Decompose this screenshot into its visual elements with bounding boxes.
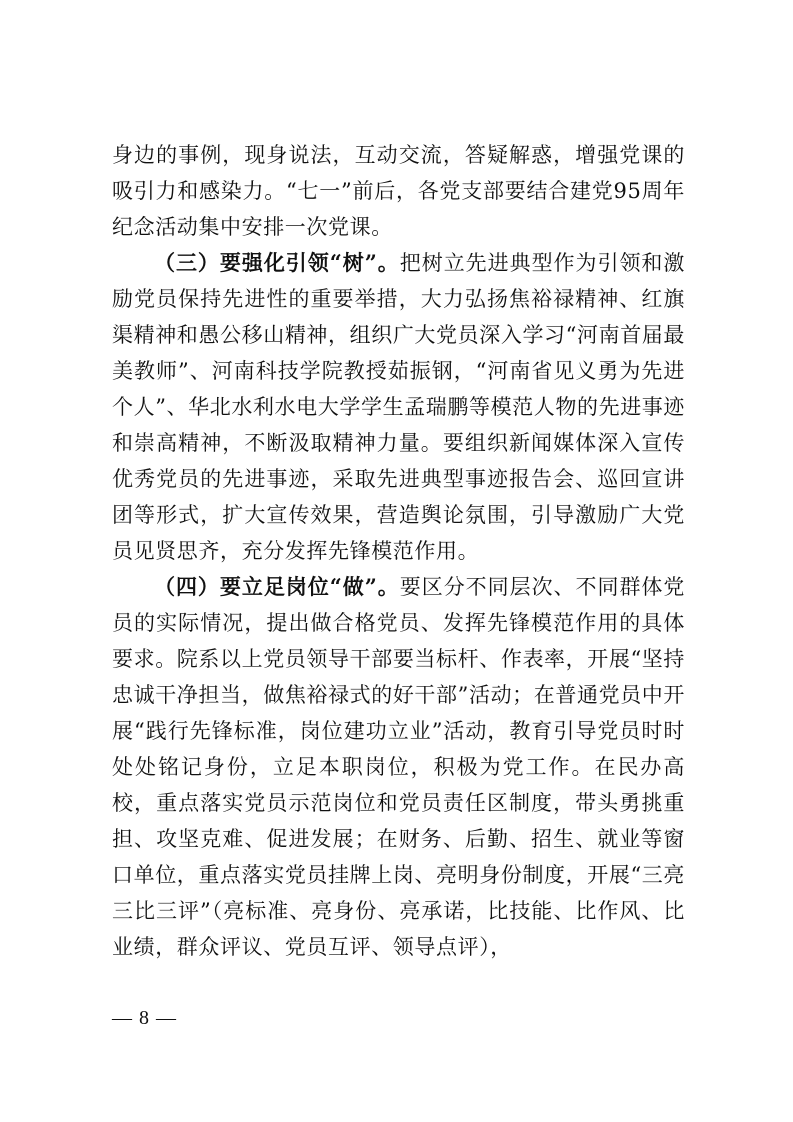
section-heading-4: （四）要立足岗位“做”。	[154, 574, 400, 599]
page-number: — 8 —	[112, 1007, 177, 1029]
paragraph-text: 把树立先进典型作为引领和激励党员保持先进性的重要举措，大力弘扬焦裕禄精神、红旗渠精神和愚公移山精神，组织广大党员深入学习“河南首届最美教师”、河南科技学院教授茹振钢，“河南省见义勇为先进个人”、华北水利水电大学学生孟瑞鹏等模范人物的先进事迹和崇高精神，不断汲取精神力量。要组织新闻媒体深入宣传优秀党员的先进事迹，采取先进典型事迹报告会、巡回宣讲团等形式，扩大宣传效果，营造舆论氛围，引导激励广大党员见贤思齐，充分发挥先锋模范作用。	[112, 251, 685, 563]
paragraph-section-4	[112, 569, 685, 965]
section-heading-3: （三）要强化引领“树”。	[154, 250, 400, 275]
body-text	[112, 137, 685, 965]
paragraph-text: 要区分不同层次、不同群体党员的实际情况，提出做合格党员、发挥先锋模范作用的具体要求。院系以上党员领导干部要当标杆、作表率，开展“坚持忠诚干净担当，做焦裕禄式的好干部”活动；在普通党员中开展“践行先锋标准，岗位建功立业”活动，教育引导党员时时处处铭记身份，立足本职岗位，积极为党工作。在民办高校，重点落实党员示范岗位和党员责任区制度，带头勇挑重担、攻坚克难、促进发展；在财务、后勤、招生、就业等窗口单位，重点落实党员挂牌上岗、亮明身份制度，开展“三亮三比三评”（亮标准、亮身份、亮承诺，比技能、比作风、比业绩，群众评议、党员互评、领导点评），	[112, 575, 685, 959]
paragraph-section-3	[112, 245, 685, 569]
paragraph-text: 身边的事例，现身说法，互动交流，答疑解惑，增强党课的吸引力和感染力。“七一”前后，各党支部要结合建党95周年纪念活动集中安排一次党课。	[112, 143, 685, 239]
paragraph-continuation	[112, 137, 685, 245]
